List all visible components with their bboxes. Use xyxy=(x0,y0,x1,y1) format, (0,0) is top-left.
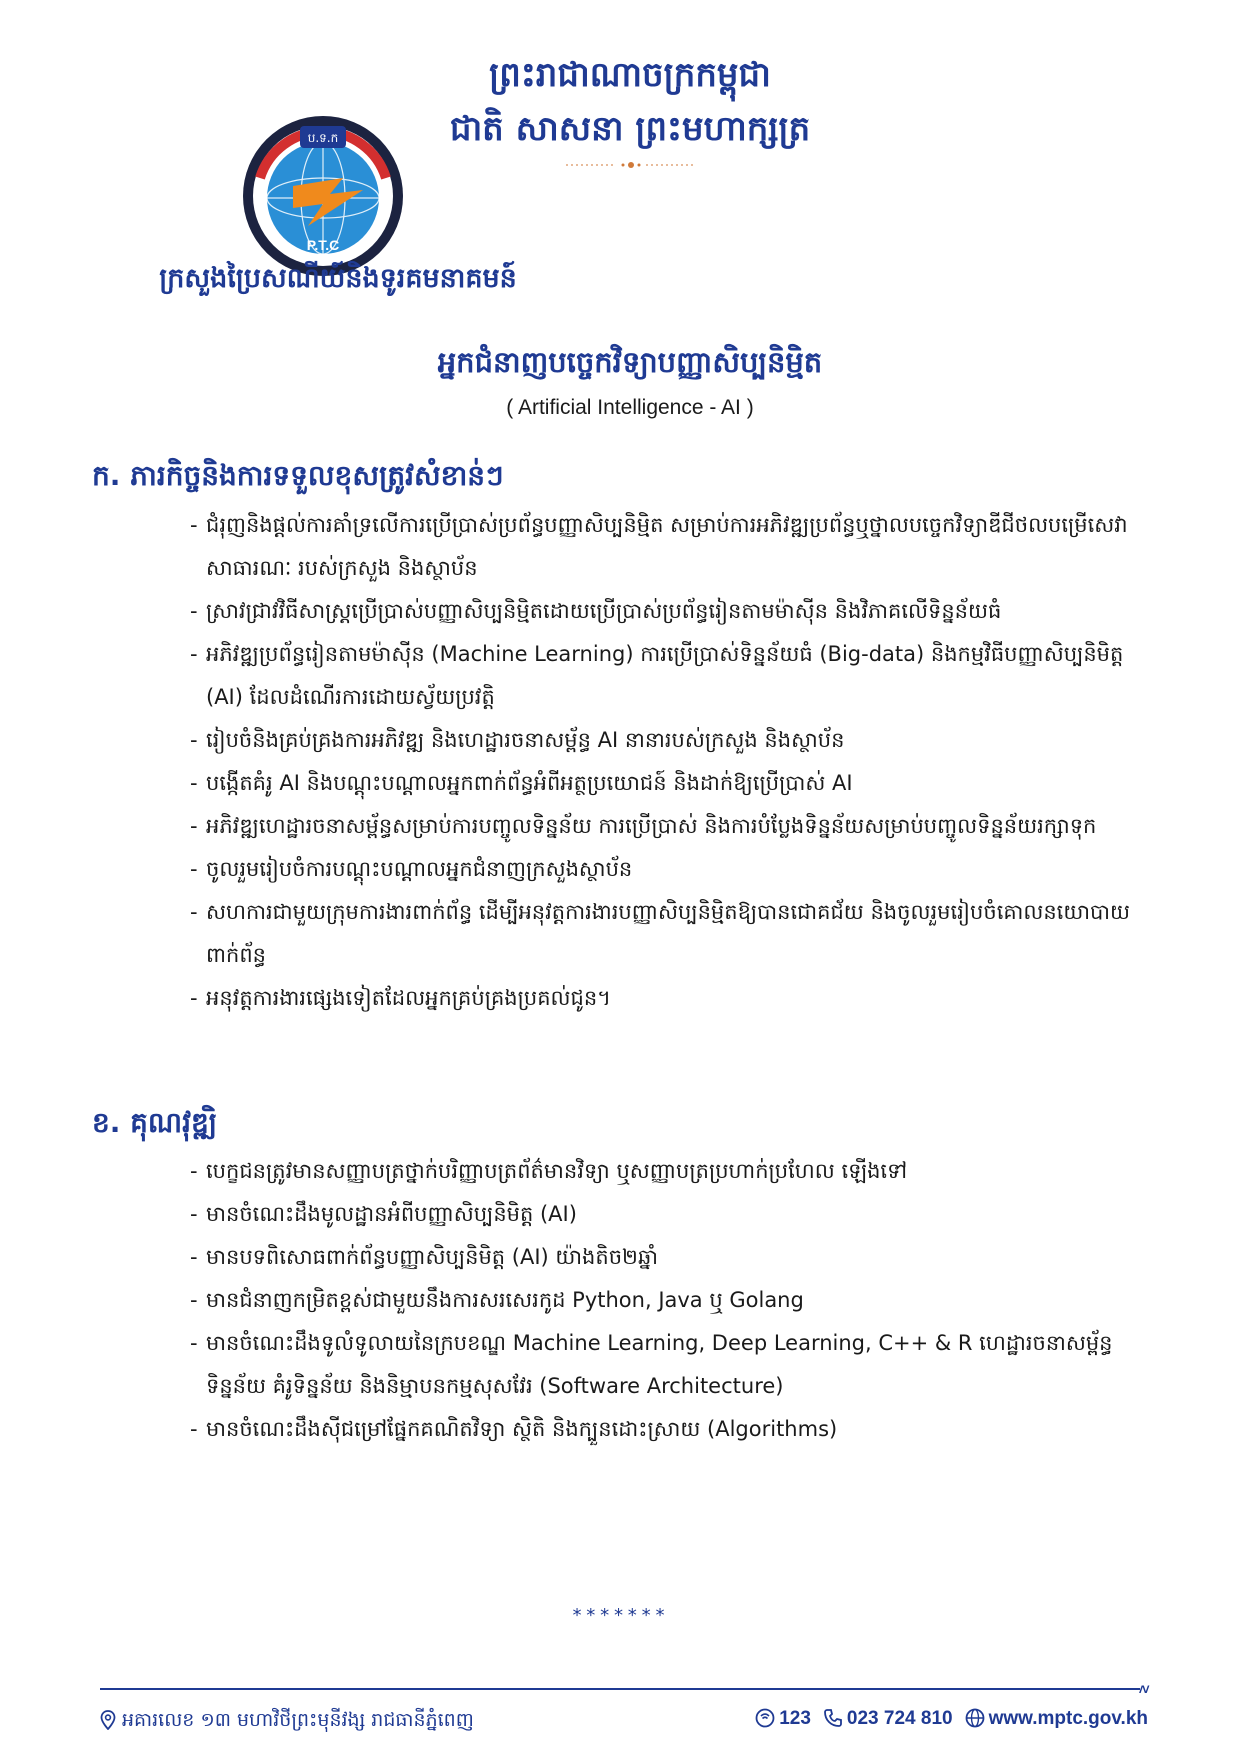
list-item: - មានចំណេះដឹងស៊ីជម្រៅផ្នែកគណិតវិទ្យា ស្ថិតិ និងក្បួនដោះស្រាយ (Algorithms) xyxy=(190,1408,1160,1451)
logo-text-bottom: P.T.C xyxy=(306,237,340,253)
footer-divider xyxy=(100,1688,1140,1690)
website-link[interactable]: www.mptc.gov.kh xyxy=(988,1708,1148,1729)
hotline-icon xyxy=(755,1708,775,1728)
qualifications-list xyxy=(190,1150,1160,1451)
footer-mark: ៷ xyxy=(1138,1674,1151,1699)
list-item: - មានចំណេះដឹងទូលំទូលាយនៃក្របខណ្ឌ Machine Learning, Deep Learning, C++ & R ហេដ្ឋារចនាសម្ព័ន្ធទិន្នន័យ គំរូទិន្នន័យ និងនិម្មាបនកម្មសុសវែរ (Software Architecture) xyxy=(190,1322,1160,1408)
list-item: - មានចំណេះដឹងមូលដ្ឋានអំពីបញ្ញាសិប្បនិមិត្ត (AI) xyxy=(190,1193,1160,1236)
kingdom-name: ព្រះរាជាណាចក្រកម្ពុជា xyxy=(489,55,771,95)
list-item: - អភិវឌ្ឍហេដ្ឋារចនាសម្ព័ន្ធសម្រាប់ការបញ្ចូលទិន្នន័យ ការប្រើប្រាស់ និងការបំប្លែងទិន្នន័យសម្រាប់បញ្ចូលទិន្នន័យរក្សាទុក xyxy=(190,805,1160,848)
phone-icon xyxy=(823,1708,843,1728)
section-heading-qualifications: ខ. គុណវុឌ្ឍិ xyxy=(92,1106,218,1139)
duties-list xyxy=(190,504,1160,1020)
kingdom-motto xyxy=(420,48,840,156)
list-item: - រៀបចំនិងគ្រប់គ្រងការអភិវឌ្ឍ និងហេដ្ឋារចនាសម្ព័ន្ធ AI នានារបស់ក្រសួង និងស្ថាប័ន xyxy=(190,719,1160,762)
location-pin-icon xyxy=(98,1710,118,1730)
logo-text-top: ប.ទ.ក xyxy=(307,131,339,145)
list-item: - ស្រាវជ្រាវវិធីសាស្ត្រប្រើប្រាស់បញ្ញាសិប្បនិម្មិតដោយប្រើប្រាស់ប្រព័ន្ធរៀនតាមម៉ាស៊ីន និងវិភាគលើទិន្នន័យធំ xyxy=(190,590,1160,633)
list-item: - មានជំនាញកម្រិតខ្ពស់ជាមួយនឹងការសរសេរកូដ Python, Java ឬ Golang xyxy=(190,1279,1160,1322)
list-item: - ជំរុញនិងផ្ដល់ការគាំទ្រលើការប្រើប្រាស់ប្រព័ន្ធបញ្ញាសិប្បនិម្មិត សម្រាប់ការអភិវឌ្ឍប្រព័ន្ធឬថ្នាលបច្ចេកវិទ្យាឌីជីថលបម្រើសេវាសាធារណៈ របស់ក្រសួង និងស្ថាប័ន xyxy=(190,504,1160,590)
footer-contacts xyxy=(730,1708,1148,1730)
footer-address xyxy=(98,1708,474,1736)
end-separator: ******* xyxy=(571,1605,669,1626)
ornament-divider xyxy=(566,160,696,170)
list-item: - បេក្ខជនត្រូវមានសញ្ញាបត្រថ្នាក់បរិញ្ញាបត្រព័ត៌មានវិទ្យា ឬសញ្ញាបត្រប្រហាក់ប្រហែល ឡើងទៅ xyxy=(190,1150,1160,1193)
list-item: - បង្កើតគំរូ AI និងបណ្ដុះបណ្ដាលអ្នកពាក់ព័ន្ធអំពីអត្ថប្រយោជន៍ និងដាក់ឱ្យប្រើប្រាស់ AI xyxy=(190,762,1160,805)
document-subtitle: ( Artificial Intelligence - AI ) xyxy=(506,396,754,419)
kingdom-motto-line: ជាតិ សាសនា ព្រះមហាក្សត្រ xyxy=(449,109,811,149)
list-item: - មានបទពិសោធពាក់ព័ន្ធបញ្ញាសិប្បនិមិត្ត (AI) យ៉ាងតិច២ឆ្នាំ xyxy=(190,1236,1160,1279)
address-text: អគារលេខ ១៣ មហាវិថីព្រះមុនីវង្ស រាជធានីភ្នំពេញ xyxy=(122,1709,474,1731)
globe-icon xyxy=(965,1708,985,1728)
document-title: អ្នកជំនាញបច្ចេកវិទ្យាបញ្ញាសិប្បនិម្មិត xyxy=(437,345,823,379)
list-item: - ចូលរួមរៀបចំការបណ្ដុះបណ្ដាលអ្នកជំនាញក្រសួងស្ថាប័ន xyxy=(190,848,1160,891)
hotline-number[interactable]: 123 xyxy=(779,1708,811,1729)
list-item: - អភិវឌ្ឍប្រព័ន្ធរៀនតាមម៉ាស៊ីន (Machine Learning) ការប្រើប្រាស់ទិន្នន័យធំ (Big-data) និងកម្មវិធីបញ្ញាសិប្បនិមិត្ត (AI) ដែលដំណើរការដោយស្វ័យប្រវត្តិ xyxy=(190,633,1160,719)
list-item: - អនុវត្តការងារផ្សេងទៀតដែលអ្នកគ្រប់គ្រងប្រគល់ជូន។ xyxy=(190,977,1160,1020)
ministry-name: ក្រសួងប្រៃសណីយ៍និងទូរគមនាគមន៍ xyxy=(159,263,517,294)
ministry-logo xyxy=(238,108,408,278)
section-heading-duties: ក. ភារកិច្ចនិងការទទួលខុសត្រូវសំខាន់ៗ xyxy=(92,459,504,492)
list-item: - សហការជាមួយក្រុមការងារពាក់ព័ន្ធ ដើម្បីអនុវត្តការងារបញ្ញាសិប្បនិម្មិតឱ្យបានជោគជ័យ និងចូលរួមរៀបចំគោលនយោបាយពាក់ព័ន្ធ xyxy=(190,891,1160,977)
phone-number[interactable]: 023 724 810 xyxy=(846,1708,953,1729)
